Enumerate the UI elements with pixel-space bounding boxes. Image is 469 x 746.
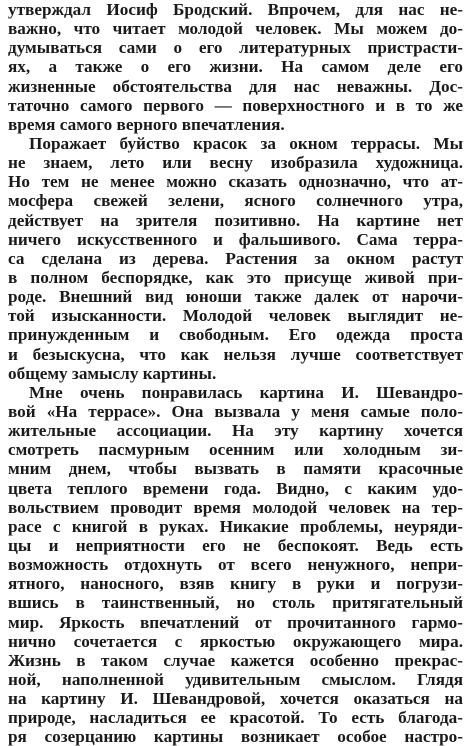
text-line: мир. Яркость впечатлений от прочитанного гармо- [8,612,463,632]
text-line: ничего искусственного и фальшивого. Сама терра- [8,229,463,249]
document-page [8,0,463,746]
text-line: нично сочетается с яркостью окружающего мира. [8,631,463,651]
text-line: общему замыслу картины. [8,363,217,383]
text-line: вольствием проводит время молодой человек на тер- [8,497,463,517]
text-line: таточно самого первого — поверхностного и в то же [8,95,463,115]
text-line: ятного, наносного, взяв книгу в руки и погрузи- [8,574,463,594]
text-line: в полном беспорядке, как это присуще живой при- [8,267,463,287]
text-line: мним днем, чтобы вызвать в памяти красочные [8,459,463,479]
text-line: не знаем, лето или весну изобразила художница. [8,153,463,173]
text-line: расе с книгой в руках. Никакие проблемы, неуряди- [8,516,463,536]
text-line: утверждал Иосиф Бродский. Впрочем, для нас не- [8,0,463,19]
text-line: на картину И. Шевандровой, хочется оказаться на [8,689,463,709]
text-line: возможность отдохнуть от всего ненужного, непри- [8,555,463,575]
text-line: природе, насладиться ее красотой. То есть благода- [8,708,463,728]
text-line: Мне очень понравилась картина И. Шевандро- [29,382,463,402]
text-line: и безыскусна, что как нельзя лучше соответствует [8,344,463,364]
text-line: жизненные обстоятельства для нас неважны. Дос- [8,76,463,96]
text-line: жительные ассоциации. На эту картину хочется [8,421,463,441]
text-line: думываться сами о его литературных пристрасти- [8,38,463,58]
text-line: са сделана из дерева. Растения за окном растут [8,248,463,268]
text-line: роде. Внешний вид юноши также далек от нарочи- [8,287,463,307]
text-line: Поражает буйство красок за окном террасы. Мы [29,133,463,153]
text-line: Но тем не менее можно сказать однозначно, что ат- [8,172,463,192]
text-line: Жизнь в таком случае кажется особенно прекрас- [8,650,463,670]
text-line: ря созерцанию картины возникает особое настро- [8,727,463,746]
text-line: смотреть пасмурным осенним или холодным зи- [8,440,463,460]
text-line: той изысканности. Молодой человек выглядит не- [8,306,463,326]
paragraph-2 [8,134,463,383]
text-line: время самого верного впечатления. [8,114,285,134]
text-line: цы и неприятности его не беспокоят. Ведь есть [8,535,463,555]
text-line: вшись в таинственный, но столь притягательный [8,593,463,613]
text-line: ях, а также о его жизни. На самом деле его [8,57,463,77]
text-line: принужденным и свободным. Его одежда проста [8,325,463,345]
text-line: мосфера свежей зелени, ясного солнечного утра, [8,191,463,211]
paragraph-1 [8,0,463,134]
paragraph-3 [8,383,463,746]
text-line: цвета теплого времени года. Видно, с каким удо- [8,478,463,498]
text-line: действует на зрителя позитивно. На картине нет [8,210,463,230]
text-line: вой «На террасе». Она вызвала у меня самые поло- [8,401,463,421]
text-line: важно, что читает молодой человек. Мы можем до- [8,19,463,39]
text-line: ной, наполненной удивительным смыслом. Глядя [8,669,463,689]
